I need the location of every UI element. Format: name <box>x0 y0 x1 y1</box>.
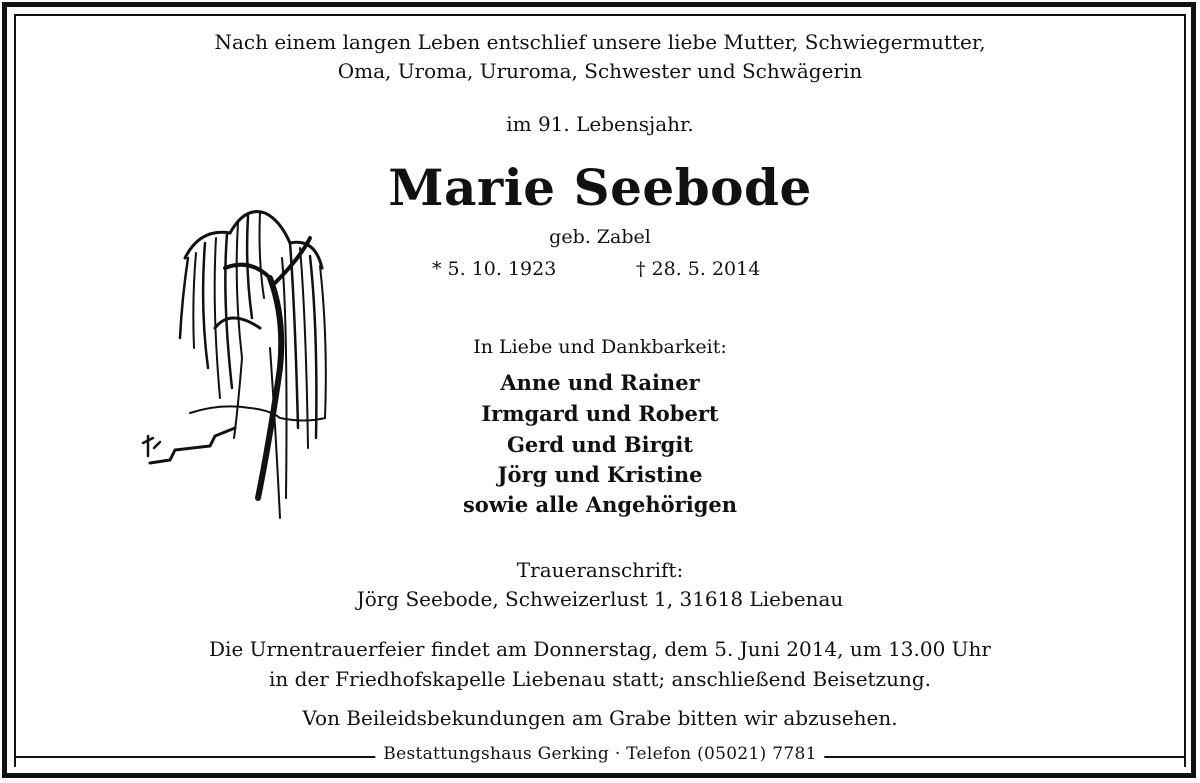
service-line-2: in der Friedhofskapelle Liebenau statt; anschließend Beisetzung. <box>268 667 932 691</box>
mourner-name: Irmgard und Robert <box>481 401 719 426</box>
age-line: im 91. Lebensjahr. <box>506 112 694 136</box>
mourner-name: Anne und Rainer <box>500 370 700 395</box>
service-line-1: Die Urnentrauerfeier findet am Donnerstag, dem 5. Juni 2014, um 13.00 Uhr <box>209 637 991 661</box>
birth-name: geb. Zabel <box>549 226 651 248</box>
funeral-home-contact: Bestattungshaus Gerking · Telefon (05021) 7781 <box>375 744 824 764</box>
mourner-name: Gerd und Birgit <box>506 432 694 457</box>
address-label: Traueranschrift: <box>516 558 684 582</box>
mourner-name: sowie alle Angehörigen <box>462 492 738 517</box>
deceased-name: Marie Seebode <box>388 158 812 217</box>
footer <box>14 744 1186 770</box>
address-value: Jörg Seebode, Schweizerlust 1, 31618 Liebenau <box>356 587 844 611</box>
mourners-heading: In Liebe und Dankbarkeit: <box>473 336 727 358</box>
intro-line-2: Oma, Uroma, Ururoma, Schwester und Schwägerin <box>337 59 863 83</box>
intro-line-1: Nach einem langen Leben entschlief unsere liebe Mutter, Schwiegermutter, <box>214 30 986 54</box>
birth-date: * 5. 10. 1923 <box>432 258 557 280</box>
mourner-name: Jörg und Kristine <box>497 462 703 487</box>
condolence-note: Von Beileidsbekundungen am Grabe bitten wir abzusehen. <box>302 706 898 730</box>
death-date: † 28. 5. 2014 <box>636 258 761 280</box>
